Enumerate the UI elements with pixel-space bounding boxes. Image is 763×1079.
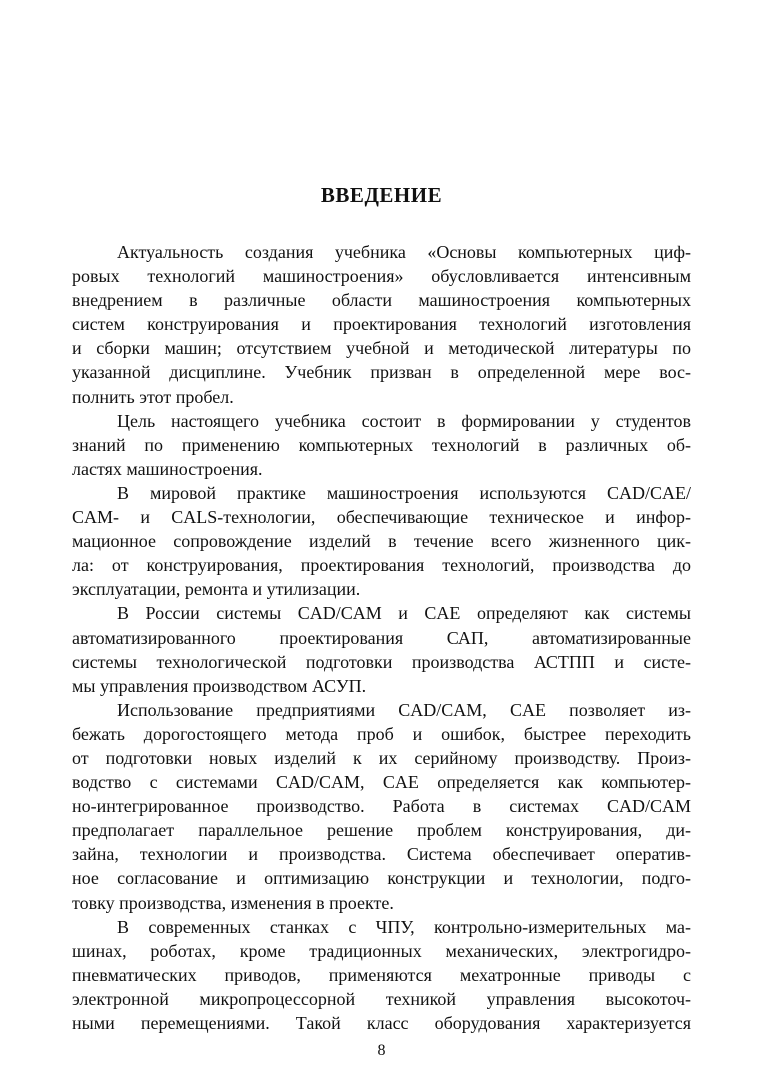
text-line: от подготовки новых изделий к их серийному производству. Произ- bbox=[72, 747, 691, 768]
text-line: В России системы CAD/CAM и CAE определяют как системы bbox=[117, 603, 691, 624]
text-line: предполагает параллельное решение проблем конструирования, ди- bbox=[72, 820, 691, 841]
text-line: ла: от конструирования, проектирования технологий, производства до bbox=[72, 555, 691, 576]
page-number: 8 bbox=[377, 1042, 386, 1059]
text-line: шинах, роботах, кроме традиционных механических, электрогидро- bbox=[72, 940, 691, 961]
text-line: полнить этот пробел. bbox=[72, 386, 234, 407]
text-line: ными перемещениями. Такой класс оборудования характеризуется bbox=[72, 1013, 691, 1033]
text-line: систем конструирования и проектирования технологий изготовления bbox=[72, 314, 691, 335]
text-line: но-интегрированное производство. Работа в системах CAD/CAM bbox=[72, 796, 691, 817]
paragraph-3 bbox=[72, 481, 691, 601]
paragraph-2 bbox=[72, 409, 691, 481]
text-line: ное согласование и оптимизацию конструкции и технологии, подго- bbox=[72, 868, 691, 889]
paragraph-5 bbox=[72, 698, 691, 915]
text-line: пневматических приводов, применяются мехатронные приводы с bbox=[72, 964, 691, 985]
text-line: ровых технологий машиностроения» обусловливается интенсивным bbox=[72, 266, 691, 287]
text-line: внедрением в различные области машиностроения компьютерных bbox=[72, 290, 691, 311]
text-line: В мировой практике машиностроения используются CAD/CAE/ bbox=[117, 482, 691, 503]
text-line: Цель настоящего учебника состоит в формировании у студентов bbox=[117, 410, 691, 431]
text-line: В современных станках с ЧПУ, контрольно-измерительных ма- bbox=[117, 916, 691, 937]
text-line: Использование предприятиями CAD/CAM, CAE позволяет из- bbox=[117, 699, 691, 720]
text-line: системы технологической подготовки производства АСТПП и систе- bbox=[72, 651, 691, 672]
paragraph-1 bbox=[72, 240, 691, 409]
paragraph-6 bbox=[72, 915, 691, 1035]
text-line: знаний по применению компьютерных технологий в различных об- bbox=[72, 434, 691, 455]
text-line: электронной микропроцессорной техникой управления высокоточ- bbox=[72, 988, 691, 1009]
text-line: товку производства, изменения в проекте. bbox=[72, 892, 394, 913]
text-line: и сборки машин; отсутствием учебной и методической литературы по bbox=[72, 338, 691, 359]
paragraph-4 bbox=[72, 601, 691, 697]
text-line: Актуальность создания учебника «Основы компьютерных циф- bbox=[117, 242, 691, 262]
text-line: зайна, технологии и производства. Система обеспечивает оператив- bbox=[72, 844, 691, 865]
text-line: автоматизированного проектирования САП, автоматизированные bbox=[72, 627, 691, 648]
text-line: указанной дисциплине. Учебник призван в определенной мере вос- bbox=[72, 362, 691, 383]
text-line: бежать дорогостоящего метода проб и ошибок, быстрее переходить bbox=[72, 723, 691, 744]
body-text bbox=[72, 240, 691, 1035]
text-line: ластях машиностроения. bbox=[72, 458, 263, 479]
text-line: CAM- и CALS-технологии, обеспечивающие техническое и инфор- bbox=[72, 507, 691, 528]
text-line: мы управления производством АСУП. bbox=[72, 675, 367, 696]
text-line: мационное сопровождение изделий в течение всего жизненного цик- bbox=[72, 531, 691, 552]
page-title: ВВЕДЕНИЕ bbox=[320, 183, 443, 207]
text-line: водство с системами CAD/CAM, CAE определяется как компьютер- bbox=[72, 772, 691, 793]
text-line: эксплуатации, ремонта и утилизации. bbox=[72, 579, 361, 600]
